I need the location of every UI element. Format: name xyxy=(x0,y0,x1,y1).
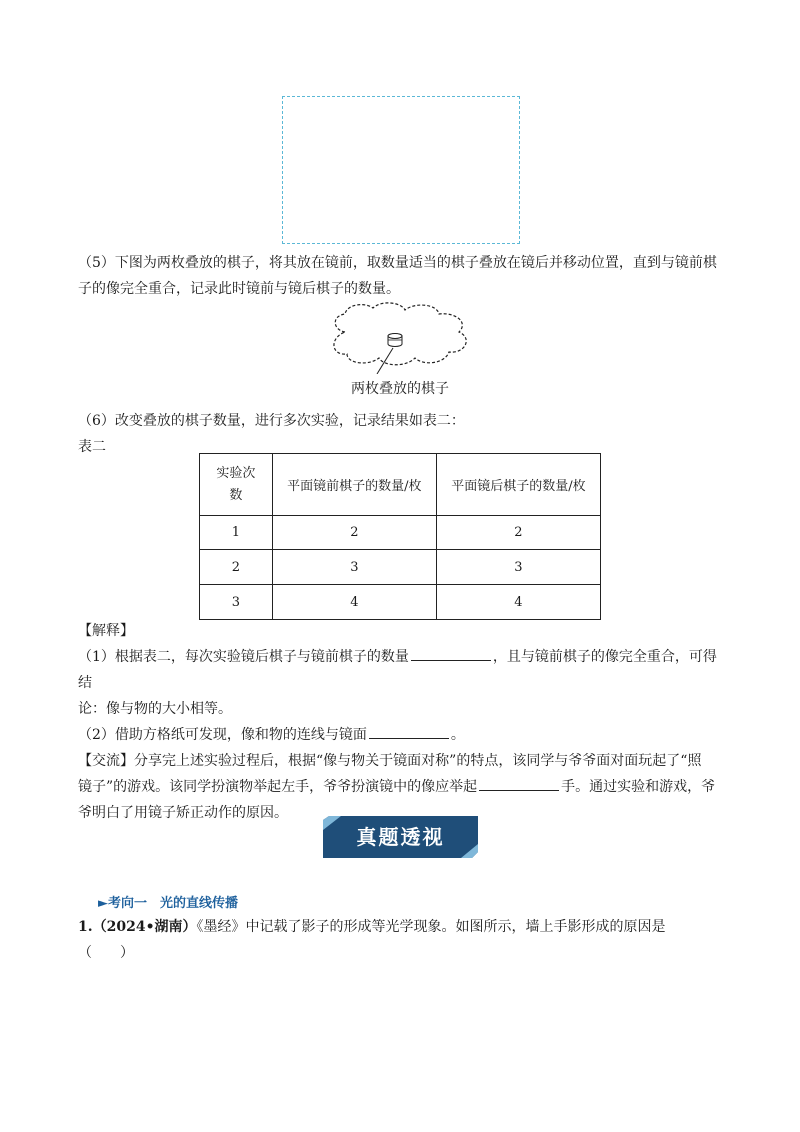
banner-title: 真题透视 xyxy=(356,825,445,849)
answer-blank-3[interactable] xyxy=(479,776,559,791)
explain-q1-line1 xyxy=(78,644,720,696)
question-source: （2024•湖南） xyxy=(92,919,197,935)
explain-heading: 【解释】 xyxy=(78,623,134,639)
explain-q2 xyxy=(78,722,720,748)
header-trial-count: 实验次数 xyxy=(200,454,273,516)
exchange-text-a: 镜子”的游戏。该同学扮演物举起左手，爷爷扮演镜中的像应举起 xyxy=(78,779,478,795)
section-banner xyxy=(323,816,478,858)
answer-bracket[interactable]: （ ） xyxy=(78,945,134,961)
explanation-section xyxy=(78,618,720,826)
explain-q1-line2: 论：像与物的大小相等。 xyxy=(78,701,232,717)
q5-line2: 子的像完全重合，记录此时镜前与镜后棋子的数量。 xyxy=(78,281,400,297)
exchange-line1: 【交流】分享完上述实验过程后，根据“像与物关于镜面对称”的特点，该同学与爷爷面对面玩起了“照 xyxy=(78,753,702,769)
table-2 xyxy=(199,453,601,620)
table-cell: 1 xyxy=(200,516,273,550)
table2-label: 表二 xyxy=(78,439,106,455)
figure-caption: 两枚叠放的棋子 xyxy=(351,381,449,397)
exchange-line2 xyxy=(78,774,720,800)
explain-q2-text-b: 。 xyxy=(450,727,465,743)
header-back-count: 平面镜后棋子的数量/枚 xyxy=(436,454,600,516)
table-cell: 4 xyxy=(436,585,600,620)
q6-text: （6）改变叠放的棋子数量，进行多次实验，记录结果如表二： xyxy=(78,413,465,429)
question-1 xyxy=(78,914,720,966)
table-cell: 4 xyxy=(272,585,436,620)
explain-q2-text-a: （2）借助方格纸可发现，像和物的连线与镜面 xyxy=(78,727,367,743)
stacked-chess-pieces-figure xyxy=(325,302,475,374)
table-cell: 3 xyxy=(436,550,600,585)
table-cell: 3 xyxy=(272,550,436,585)
topic-heading: ►考向一 光的直线传播 xyxy=(98,896,238,911)
answer-blank-2[interactable] xyxy=(369,724,449,739)
dashed-figure-placeholder xyxy=(282,96,520,244)
explain-q1-text-a: （1）根据表二，每次实验镜后棋子与镜前棋子的数量 xyxy=(78,649,409,665)
table-cell: 2 xyxy=(272,516,436,550)
question-1-line xyxy=(78,914,720,940)
table-row xyxy=(200,585,601,620)
table-cell: 3 xyxy=(200,585,273,620)
q5-paragraph xyxy=(78,250,720,302)
question-number: 1. xyxy=(78,919,93,935)
header-front-count: 平面镜前棋子的数量/枚 xyxy=(272,454,436,516)
exchange-line3: 爷明白了用镜子矫正动作的原因。 xyxy=(78,805,288,821)
explain-q1-text-b: ，且与镜前棋子的像完全重合，可得结 xyxy=(78,649,717,691)
q5-line1: （5）下图为两枚叠放的棋子，将其放在镜前，取数量适当的棋子叠放在镜后并移动位置，直到与镜前棋 xyxy=(78,255,717,271)
table-header-row xyxy=(200,454,601,516)
table-cell: 2 xyxy=(436,516,600,550)
table-row xyxy=(200,516,601,550)
table-row xyxy=(200,550,601,585)
table-cell: 2 xyxy=(200,550,273,585)
answer-blank-1[interactable] xyxy=(411,646,491,661)
exchange-text-b: 手。通过实验和游戏，爷 xyxy=(561,779,716,795)
question-text: 《墨经》中记载了影子的形成等光学现象。如图所示，墙上手影形成的原因是 xyxy=(196,919,666,935)
